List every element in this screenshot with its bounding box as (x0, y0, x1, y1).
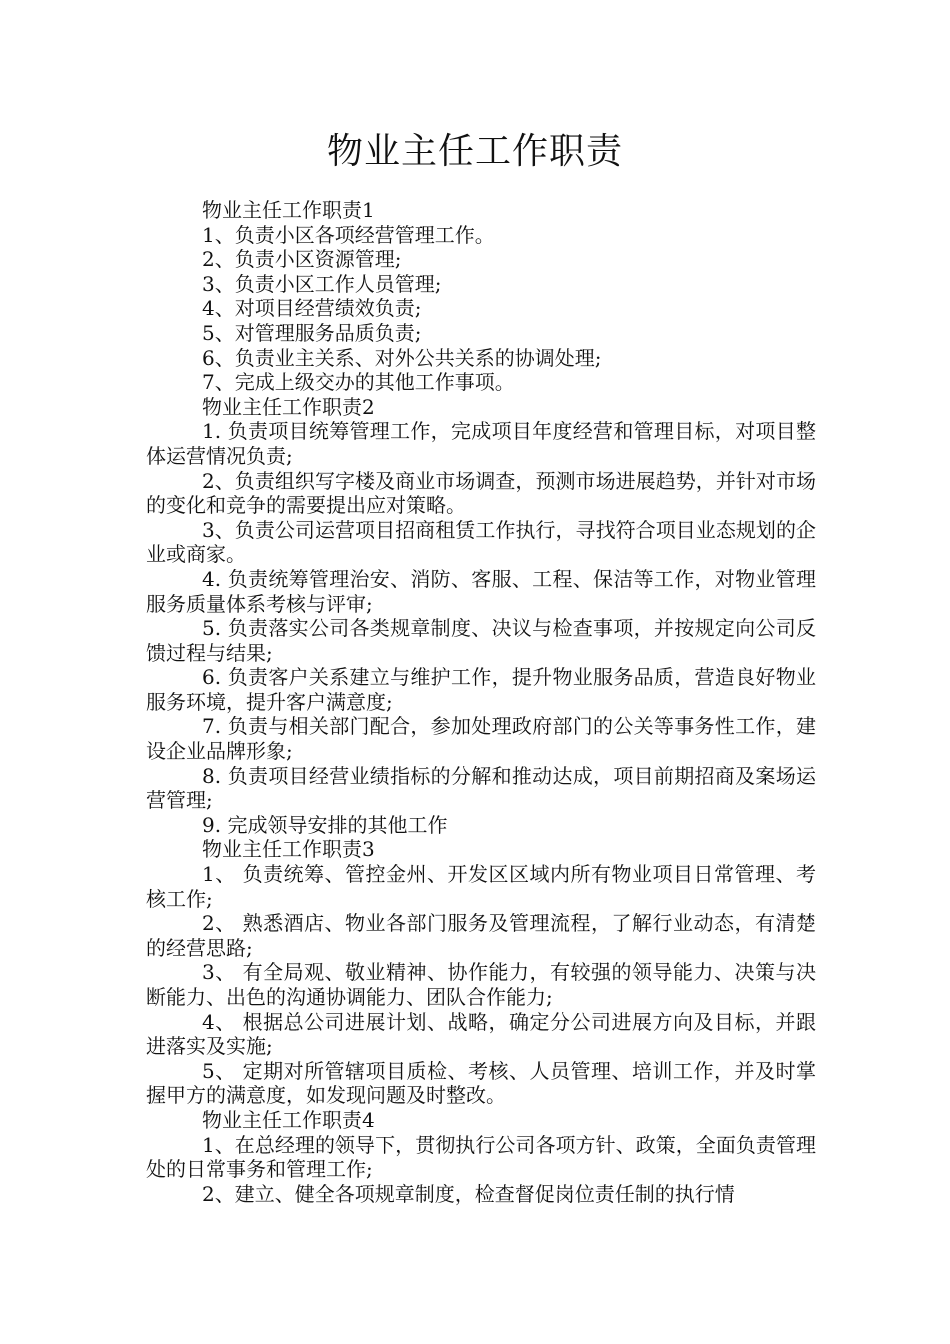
paragraph: 2、负责组织写字楼及商业市场调查，预测市场进展趋势，并针对市场的变化和竞争的需要提出应对策略。 (146, 468, 816, 518)
paragraph: 5、对管理服务品质负责; (202, 320, 422, 345)
paragraph: 2、建立、健全各项规章制度，检查督促岗位责任制的执行情 (202, 1181, 735, 1206)
paragraph: 4、对项目经营绩效负责; (202, 296, 422, 321)
paragraph: 2、 熟悉酒店、物业各部门服务及管理流程，了解行业动态，有清楚的经营思路; (146, 911, 816, 960)
paragraph: 6、负责业主关系、对外公共关系的协调处理; (202, 345, 602, 370)
paragraph: 物业主任工作职责1 (202, 198, 375, 222)
paragraph: 1. 负责项目统筹管理工作，完成项目年度经营和管理目标，对项目整体运营情况负责; (146, 419, 816, 468)
paragraph: 3、负责小区工作人员管理; (202, 271, 442, 296)
paragraph: 物业主任工作职责4 (202, 1107, 375, 1132)
paragraph: 4. 负责统筹管理治安、消防、客服、工程、保洁等工作，对物业管理服务质量体系考核与评审; (146, 566, 816, 616)
paragraph: 5、 定期对所管辖项目质检、考核、人员管理、培训工作，并及时掌握甲方的满意度，如发现问题及时整改。 (146, 1058, 816, 1108)
paragraph: 1、 负责统筹、管控金州、开发区区域内所有物业项目日常管理、考核工作; (146, 862, 816, 911)
paragraph: 7、完成上级交办的其他工作事项。 (202, 370, 515, 395)
document-title: 物业主任工作职责 (326, 131, 623, 172)
paragraph: 4、 根据总公司进展计划、战略，确定分公司进展方向及目标，并跟进落实及实施; (146, 1009, 816, 1059)
paragraph: 8. 负责项目经营业绩指标的分解和推动达成，项目前期招商及案场运营管理; (146, 763, 816, 813)
document-body (146, 198, 816, 1206)
paragraph: 6. 负责客户关系建立与维护工作，提升物业服务品质，营造良好物业服务环境，提升客户满意度; (146, 665, 816, 714)
paragraph: 9. 完成领导安排的其他工作 (202, 812, 448, 837)
paragraph: 3、 有全局观、敬业精神、协作能力，有较强的领导能力、决策与决断能力、出色的沟通协调能力、团队合作能力; (146, 960, 816, 1009)
paragraph: 1、在总经理的领导下，贯彻执行公司各项方针、政策，全面负责管理处的日常事务和管理工作; (146, 1132, 816, 1182)
paragraph: 2、负责小区资源管理; (202, 247, 402, 272)
paragraph: 5. 负责落实公司各类规章制度、决议与检查事项，并按规定向公司反馈过程与结果; (146, 616, 816, 665)
paragraph: 物业主任工作职责2 (202, 394, 375, 419)
paragraph: 7. 负责与相关部门配合，参加处理政府部门的公关等事务性工作，建设企业品牌形象; (146, 714, 816, 764)
paragraph: 1、负责小区各项经营管理工作。 (202, 222, 495, 247)
paragraph: 3、负责公司运营项目招商租赁工作执行，寻找符合项目业态规划的企业或商家。 (146, 517, 816, 567)
paragraph: 物业主任工作职责3 (202, 837, 375, 862)
